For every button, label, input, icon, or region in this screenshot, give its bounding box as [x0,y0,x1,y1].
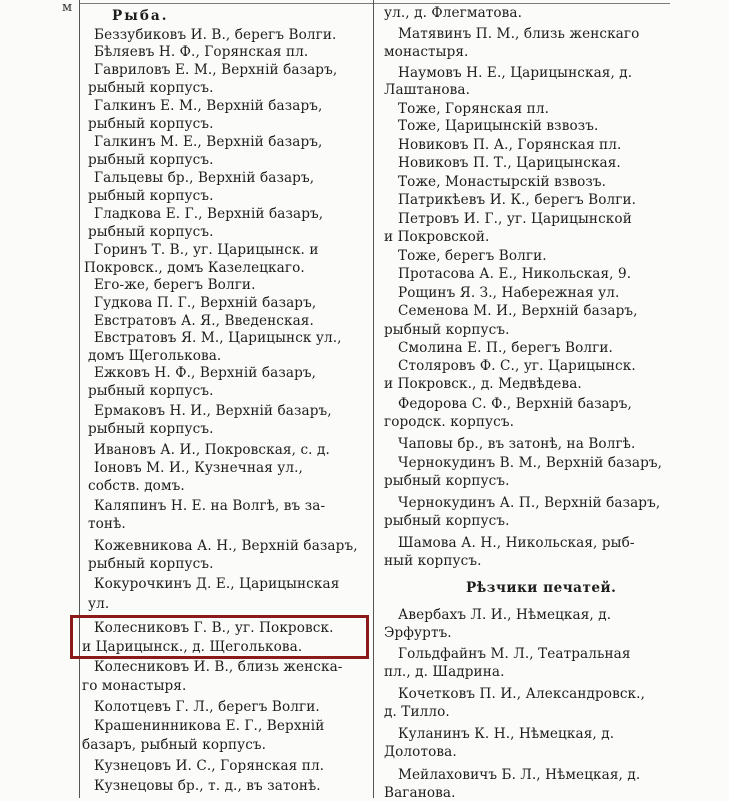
left-entry-line: рыбный корпусъ. [88,383,214,399]
right-entry-line: ный корпусъ. [384,553,482,569]
left-entry-line: Кузнецовъ И. С., Горянская пл. [94,758,325,774]
left-entry-line: Евстратовъ Я. М., Царицынск ул., [94,330,342,346]
right-entry-line: пл., д. Шадрина. [384,664,505,680]
right-entry-line: рыбный корпусъ. [384,473,510,489]
right-entry-line: и Покровской. [384,229,490,245]
right-entry-line: Чернокудинъ А. П., Верхній базаръ, [398,495,661,511]
top-rule-right [374,3,670,4]
left-entry-line: Евстратовъ А. Я., Введенская. [94,313,314,329]
right-entry-line: Чернокудинъ В. М., Верхній базаръ, [398,455,663,471]
left-entry-line: базаръ, рыбный корпусъ. [82,737,267,753]
right-entry-line: городск. корпусъ. [384,414,515,430]
right-entry-line: ул., д. Флегматова. [384,5,523,21]
left-entry-line: тонѣ. [88,516,126,532]
left-entry-line: рыбный корпусъ. [88,421,214,437]
left-entry-line: рыбный корпусъ. [88,188,214,204]
right-entry-line: Гольдфайнъ М. Л., Театральная [398,646,631,662]
left-entry-line: Колесниковъ И. В., близь женска- [94,659,343,675]
left-entry-line: Его-же, берегъ Волги. [94,277,256,293]
left-entry-line: Гальцевы бр., Верхній базаръ, [94,170,315,186]
right-entry-line: Кочетковъ П. И., Александровск., [398,686,645,702]
left-entry-line: Кожевникова А. Н., Верхній базаръ, [94,538,358,554]
left-entry-line: Горинъ Т. В., уг. Царицынск. и [94,242,319,258]
left-entry-line: рыбный корпусъ. [88,152,214,168]
right-entry-line: Смолина Е. П., берегъ Волги. [398,340,613,356]
right-entry-line: Лаштанова. [384,82,471,98]
left-entry-line: Ежковъ Н. Ф., Верхній базаръ, [94,365,317,381]
left-entry-line: Колотцевъ Г. Л., берегъ Волги. [94,699,320,715]
left-entry-line: рыбный корпусъ. [88,116,214,132]
left-entry-line: домъ Щеголькова. [88,348,222,364]
right-entry-line: Рощинъ Я. З., Набережная ул. [398,285,620,301]
right-entry-line: Куланинъ К. Н., Нѣмецкая, д. [398,726,615,742]
left-entry-line: Кокурочкинъ Д. Е., Царицынская [94,576,340,592]
right-entry-line: Новиковъ П. А., Горянская пл. [398,137,622,153]
right-entry-line: Ваганова. [384,785,456,801]
right-entry-line: Тоже, Царицынскій взвозъ. [398,118,599,134]
left-entry-line: рыбный корпусъ. [88,80,214,96]
left-entry-line: Галкинъ Е. М., Верхній базаръ, [94,98,323,114]
right-entry-line: Шамова А. Н., Никольская, рыб- [398,535,635,551]
right-entry-line: Федорова С. Ф., Верхній базаръ, [398,396,632,412]
right-entry-line: Тоже, берегъ Волги. [398,248,547,264]
left-entry-line: го монастыря. [82,678,187,694]
right-entry-line: Матявинъ П. М., близь женскаго [398,26,640,42]
right-entry-line: Протасова А. Е., Никольская, 9. [398,266,632,282]
right-entry-line: Наумовъ Н. Е., Царицынская, д. [398,65,633,81]
top-rule-left [80,3,373,4]
left-entry-line: собств. домъ. [88,478,185,494]
right-entry-line: Новиковъ П. Т., Царицынская. [398,155,621,171]
right-entry-line: Петровъ И. Г., уг. Царицынской [398,211,632,227]
left-entry-line: Іоновъ М. И., Кузнечная ул., [94,460,303,476]
right-entry-line: Семенова М. И., Верхній базаръ, [398,303,638,319]
left-entry-line: ул. [88,596,110,612]
right-entry-line: Долотова. [384,744,457,760]
column-divider [373,0,374,798]
highlight-box [70,615,369,659]
right-entry-line: Тоже, Горянская пл. [398,101,549,117]
top-left-fragment: м [62,0,73,15]
right-entry-line: Патрикѣевъ И. К., берегъ Волги. [398,192,637,208]
left-entry-line: рыбный корпусъ. [88,224,214,240]
left-page-edge [79,0,80,798]
left-entry-line: рыбный корпусъ. [88,556,214,572]
section-heading-seal-engravers: Рѣзчики печатей. [466,580,617,596]
right-entry-line: д. Тилло. [384,704,450,720]
left-entry-line: Колесниковъ Г. В., уг. Покровск. [94,620,334,636]
left-entry-line: Крашенинникова Е. Г., Верхній [94,718,325,734]
right-entry-line: Столяровъ Ф. С., уг. Царицынск. [398,358,636,374]
left-entry-line: и Царицынск., д. Щеголькова. [82,639,303,655]
right-entry-line: Тоже, Монастырскій взвозъ. [398,174,607,190]
right-entry-line: и Покровск., д. Медвѣдева. [384,376,582,392]
right-entry-line: Эрфуртъ. [384,625,452,641]
right-entry-line: Чаповы бр., въ затонѣ, на Волгѣ. [398,436,636,452]
left-entry-line: Галкинъ М. Е., Верхній базаръ, [94,134,323,150]
left-entry-line: Бѣляевъ Н. Ф., Горянская пл. [94,44,309,60]
right-entry-line: рыбный корпусъ. [384,322,510,338]
left-entry-line: Ермаковъ Н. И., Верхній базаръ, [94,403,332,419]
right-entry-line: рыбный корпусъ. [384,513,510,529]
left-entry-line: Каляпинъ Н. Е. на Волгѣ, въ за- [94,498,326,514]
left-entry-line: Беззубиковъ И. В., берегъ Волги. [94,27,337,43]
left-entry-line: Кузнецовы бр., т. д., въ затонѣ. [94,778,321,794]
left-entry-line: Гудкова П. Г., Верхній базаръ, [94,295,317,311]
left-entry-line: Ивановъ А. И., Покровская, с. д. [94,442,330,458]
section-heading-fish: Рыба. [112,8,169,24]
left-entry-line: Гладкова Е. Г., Верхній базаръ, [94,206,324,222]
right-entry-line: Авербахъ Л. И., Нѣмецкая, д. [398,607,612,623]
left-entry-line: Гавриловъ Е. М., Верхній базаръ, [94,62,338,78]
left-entry-line: Покровск., домъ Казелецкаго. [84,260,305,276]
right-entry-line: Мейлаховичъ Б. Л., Нѣмецкая, д. [398,767,641,783]
right-entry-line: монастыря. [384,44,469,60]
